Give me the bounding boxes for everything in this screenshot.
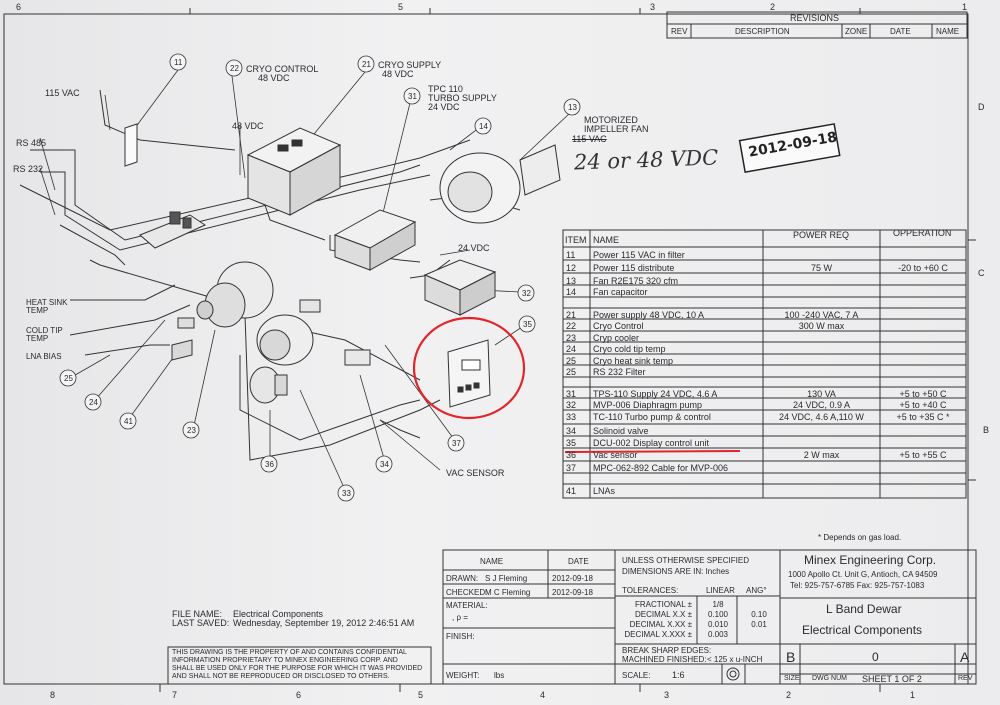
parts-item-name: LNAs — [593, 486, 616, 496]
tol-linear: 0.003 — [707, 630, 729, 639]
label-fan: MOTORIZED — [584, 115, 638, 125]
tb-checked-name: M C Fleming — [485, 588, 531, 597]
label-lna-bias: LNA BIAS — [26, 352, 62, 361]
parts-item-name: TPS-110 Supply 24 VDC, 4.6 A — [593, 389, 718, 399]
tb-weight-label: WEIGHT: — [446, 671, 480, 680]
label-rs232: RS 232 — [13, 164, 44, 174]
callout-number: 14 — [479, 122, 488, 131]
label-cryo-control-volt: 48 VDC — [258, 73, 290, 83]
label-115vac: 115 VAC — [45, 88, 80, 98]
tb-ang: ANG° — [746, 586, 767, 595]
tb-dwg-value: 0 — [872, 650, 879, 664]
component-11 — [125, 124, 137, 166]
parts-item-name: Solinoid valve — [593, 426, 649, 436]
label-heat-sink: HEAT SINK — [26, 298, 68, 307]
callout-number: 11 — [174, 58, 183, 67]
parts-item-number: 14 — [566, 287, 577, 297]
callout-number: 32 — [522, 289, 531, 298]
parts-item-name: Power 115 distribute — [593, 263, 675, 273]
parts-item-number: 11 — [566, 250, 576, 260]
parts-item-power: 100 -240 VAC, 7 A — [784, 310, 859, 320]
label-cold-tip-2: TEMP — [26, 334, 49, 343]
label-fan-2: IMPELLER FAN — [584, 124, 649, 134]
parts-item-name: Cryo heat sink temp — [593, 356, 674, 366]
tb-sheet: SHEET 1 OF 2 — [862, 674, 922, 684]
tb-linear: LINEAR — [706, 586, 735, 595]
parts-footnote: * Depends on gas load. — [818, 533, 902, 542]
callout-number: 24 — [89, 398, 98, 407]
parts-item-number: 25 — [566, 367, 577, 377]
parts-item-number: 33 — [566, 412, 577, 422]
tb-size-label: SIZE — [784, 675, 800, 682]
proprietary-line: SHALL BE USED ONLY FOR THE PURPOSE FOR WHICH IT WAS PROVIDED — [172, 665, 423, 672]
callout-number: 22 — [230, 64, 239, 73]
border-number-bottom: 3 — [664, 690, 670, 700]
tb-size-value: B — [786, 649, 796, 665]
parts-item-operation: +5 to +50 C — [899, 389, 947, 399]
border-number-bottom: 8 — [50, 690, 56, 700]
parts-item-name: Cryp cooler — [593, 333, 640, 343]
parts-item-number: 31 — [566, 389, 577, 399]
tb-company: Minex Engineering Corp. — [804, 553, 937, 567]
border-number-top: 6 — [16, 2, 22, 12]
callout-number: 41 — [124, 417, 133, 426]
border-number-bottom: 2 — [786, 690, 792, 700]
parts-item-number: 41 — [566, 486, 577, 496]
tb-break-edges: BREAK SHARP EDGES: — [622, 646, 712, 655]
tb-scale-label: SCALE: — [622, 671, 651, 680]
parts-item-number: 36 — [566, 450, 577, 460]
proprietary-line: AND SHALL NOT BE REPRODUCED OR DISCLOSED TO OTHERS. — [172, 673, 390, 680]
parts-item-name: Fan capacitor — [593, 287, 648, 297]
tb-checked-label: CHECKED: — [446, 588, 488, 597]
tb-machined-value: < 125 x u-INCH — [707, 655, 763, 664]
label-24vdc: 24 VDC — [458, 243, 490, 253]
tol-label: DECIMAL X.X ± — [635, 610, 692, 619]
parts-item-power: 75 W — [810, 263, 832, 273]
callout-number: 34 — [380, 460, 389, 469]
revisions-header: DATE — [890, 27, 911, 36]
callout-number: 35 — [523, 320, 532, 329]
border-number-bottom: 7 — [172, 690, 178, 700]
parts-item-number: 32 — [566, 400, 577, 410]
parts-item-number: 12 — [566, 263, 577, 273]
last-saved-label: LAST SAVED: — [172, 618, 230, 628]
tb-rev-value: A — [960, 649, 970, 665]
tb-drawn-date: 2012-09-18 — [552, 574, 593, 583]
component-35 — [448, 340, 490, 407]
tb-checked-date: 2012-09-18 — [552, 588, 593, 597]
parts-item-power: 24 VDC, 0.9 A — [792, 400, 851, 410]
callout-number: 33 — [342, 489, 351, 498]
parts-item-number: 35 — [566, 438, 577, 448]
handwritten-voltage: 24 or 48 VDC — [573, 145, 719, 175]
label-tpc: TPC 110 — [428, 84, 463, 94]
label-cryo-control: CRYO CONTROL — [246, 64, 319, 74]
red-underline — [565, 451, 740, 452]
callout-number: 23 — [187, 426, 196, 435]
revisions-header: DESCRIPTION — [735, 27, 790, 36]
label-cryo-supply-volt: 48 VDC — [382, 69, 414, 79]
border-number-bottom: 4 — [540, 690, 546, 700]
parts-item-name: Vac sensor — [593, 450, 638, 460]
parts-header-item: ITEM — [565, 235, 587, 245]
tb-unless: UNLESS OTHERWISE SPECIFIED — [622, 556, 749, 565]
parts-item-number: 24 — [566, 344, 577, 354]
label-cold-tip: COLD TIP — [26, 326, 63, 335]
tb-rev-label: REV — [958, 675, 973, 682]
border-number-bottom: 1 — [910, 690, 916, 700]
parts-item-name: MPC-062-892 Cable for MVP-006 — [593, 463, 729, 473]
revisions-title: REVISIONS — [790, 13, 840, 23]
tb-title-1: L Band Dewar — [826, 602, 902, 616]
label-fan-3: 115 VAC — [572, 134, 607, 144]
tb-name-header: NAME — [480, 557, 504, 566]
revisions-header: ZONE — [845, 27, 868, 36]
parts-item-operation: +5 to +55 C — [899, 450, 947, 460]
tol-label: DECIMAL X.XX ± — [629, 620, 692, 629]
file-name: Electrical Components — [233, 609, 324, 619]
tb-drawn-label: DRAWN: — [446, 574, 479, 583]
parts-item-power: 130 VA — [807, 389, 836, 399]
parts-item-number: 25 — [566, 356, 577, 366]
parts-header-power: POWER REQ — [793, 230, 850, 240]
parts-item-number: 23 — [566, 333, 577, 343]
parts-item-name: DCU-002 Display control unit — [593, 438, 710, 448]
parts-item-name: Cryo Control — [593, 321, 644, 331]
parts-item-number: 21 — [566, 310, 577, 320]
border-number-top: 5 — [398, 2, 404, 12]
parts-item-name: Cryo cold tip temp — [593, 344, 666, 354]
tol-linear: 0.010 — [707, 620, 729, 629]
tb-phone: Tel: 925-757-6785 Fax: 925-757-1083 — [790, 581, 925, 590]
border-number-top: 2 — [770, 2, 776, 12]
label-48vdc: 48 VDC — [232, 121, 264, 131]
tb-dwg-label: DWG NUM — [812, 675, 847, 682]
parts-item-name: Power supply 48 VDC, 10 A — [593, 310, 705, 320]
component-24 — [178, 318, 194, 328]
parts-item-name: RS 232 Filter — [593, 367, 646, 377]
callout-number: 36 — [265, 460, 274, 469]
callout-number: 25 — [64, 374, 73, 383]
tol-label: FRACTIONAL ± — [635, 600, 692, 609]
parts-item-name: TC-110 Turbo pump & control — [593, 412, 711, 422]
label-vac-sensor: VAC SENSOR — [446, 468, 505, 478]
tb-date-header: DATE — [568, 557, 589, 566]
border-letter: C — [978, 268, 985, 278]
tb-title-2: Electrical Components — [802, 623, 923, 637]
projection-symbol — [727, 668, 739, 680]
tol-label: DECIMAL X.XXX ± — [624, 630, 692, 639]
callout-number: 31 — [408, 92, 417, 101]
callout-number: 21 — [362, 60, 371, 69]
callout-number: 13 — [568, 103, 577, 112]
tb-drawn-name: S J Fleming — [485, 574, 528, 583]
parts-header-op: OPPERATION — [893, 228, 952, 238]
parts-item-number: 13 — [566, 276, 577, 286]
parts-item-name: Fan R2E175 320 cfm — [593, 276, 679, 286]
components — [125, 124, 560, 407]
tb-address: 1000 Apollo Ct. Unit G, Antioch, CA 94509 — [788, 570, 938, 579]
parts-item-power: 2 W max — [803, 450, 840, 460]
parts-item-number: 34 — [566, 426, 577, 436]
label-tpc-3: 24 VDC — [428, 102, 460, 112]
parts-item-name: Power 115 VAC in filter — [593, 250, 685, 260]
border-number-bottom: 6 — [296, 690, 302, 700]
border-number-top: 3 — [650, 2, 656, 12]
parts-header-name: NAME — [593, 235, 620, 245]
parts-item-number: 37 — [566, 463, 577, 473]
parts-item-operation: -20 to +60 C — [898, 263, 948, 273]
parts-item-operation: +5 to +35 C * — [896, 412, 950, 422]
tb-tolerances: TOLERANCES: — [622, 586, 679, 595]
tb-machined: MACHINED FINISHED: — [622, 655, 707, 664]
border-letter: B — [983, 425, 990, 435]
tb-material-value: , ρ = — [452, 613, 468, 622]
proprietary-line: INFORMATION PROPRIETARY TO MINEX ENGINEERING CORP. AND — [172, 657, 398, 664]
revisions-header: NAME — [936, 27, 960, 36]
parts-item-number: 22 — [566, 321, 577, 331]
label-cryo-supply: CRYO SUPPLY — [378, 60, 442, 70]
file-name-label: FILE NAME: — [172, 609, 223, 619]
component-34 — [345, 350, 370, 365]
tol-linear: 1/8 — [712, 600, 724, 609]
tb-weight-unit: lbs — [494, 671, 505, 680]
label-tpc-2: TURBO SUPPLY — [428, 93, 497, 103]
border-letter: D — [978, 102, 985, 112]
tol-ang: 0.01 — [751, 620, 767, 629]
last-saved: Wednesday, September 19, 2012 2:46:51 AM — [233, 618, 415, 628]
revisions-header: REV — [671, 27, 688, 36]
border-number-top: 1 — [962, 2, 968, 12]
parts-item-operation: +5 to +40 C — [899, 400, 947, 410]
proprietary-line: THIS DRAWING IS THE PROPERTY OF AND CONTAINS CONFIDENTIAL — [172, 649, 407, 656]
tol-linear: 0.100 — [707, 610, 729, 619]
component-41 — [172, 340, 192, 360]
label-heat-sink-2: TEMP — [26, 306, 49, 315]
handwritten-date-stamp: 2012-09-18 — [747, 129, 839, 161]
parts-item-name: MVP-006 Diaphragm pump — [593, 400, 703, 410]
tb-finish-label: FINISH: — [446, 632, 475, 641]
tb-scale-value: 1:6 — [672, 670, 685, 680]
tb-material-label: MATERIAL: — [446, 601, 488, 610]
border-number-bottom: 5 — [418, 690, 424, 700]
parts-item-power: 24 VDC, 4.6 A,110 W — [779, 412, 864, 422]
callout-number: 37 — [452, 439, 461, 448]
tb-dimensions: DIMENSIONS ARE IN: Inches — [622, 567, 730, 576]
tol-ang: 0.10 — [751, 610, 767, 619]
label-rs485: RS 485 — [16, 138, 47, 148]
parts-item-power: 300 W max — [798, 321, 845, 331]
